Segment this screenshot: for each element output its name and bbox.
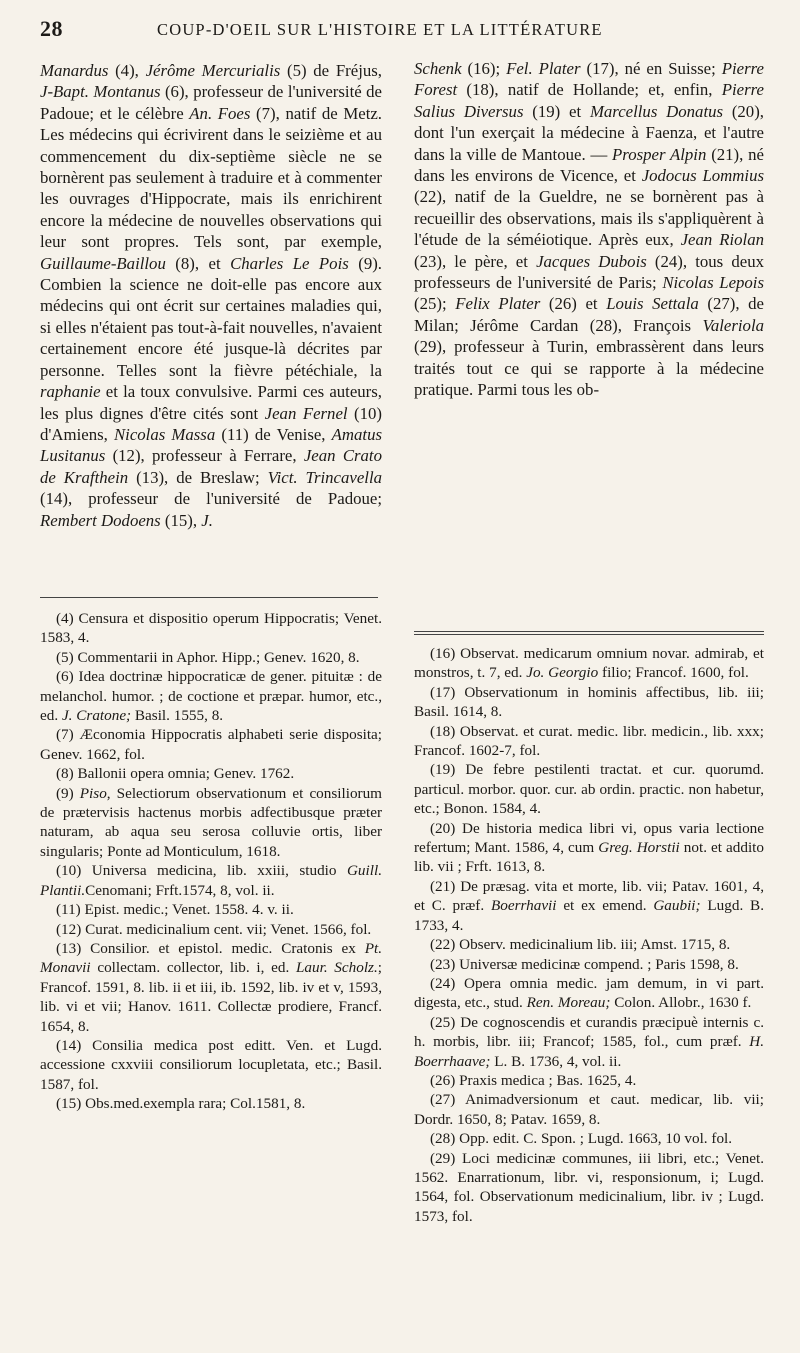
footnote-italic-name: Laur. Scholz. <box>295 959 378 977</box>
footnote <box>414 819 764 877</box>
footnote-divider-left <box>40 597 378 598</box>
footnote <box>40 920 382 939</box>
footnote-text-run: (16) Observat. medicarum omnium novar. admirab, et monstros, t. 7, ed. <box>414 645 764 682</box>
footnote-text-run: (24) Opera omnia medic. jam demum, in vi part. digesta, etc., stud. <box>414 974 764 1012</box>
footnote <box>414 683 764 722</box>
body-right-text-run: (16); <box>461 59 507 78</box>
body-right-italic-name: Pierre Salius Diversus <box>414 80 764 121</box>
body-left-text-run: (9). Combien la science ne doit-elle pas encore aux médecins qui ont écrit sur certaines maladies qui, si elles n'étaient pas tout-à-fait nouvelles, n'avaient certainement encore été jusque-là décrites par personne. Telles sont la fièvre pétéchiale, la <box>40 253 382 380</box>
body-right-text-run: (18), natif de Hollande; et, enfin, <box>457 80 722 100</box>
footnote-text-run: (7) Æconomia Hippocratis alphabeti serie disposita; Genev. 1662, fol. <box>40 726 382 763</box>
footnote-text-run: Basil. 1555, 8. <box>131 707 224 725</box>
body-right-italic-name: Nicolas Lepois <box>662 273 764 293</box>
footnote-text-run: , Selectiorum observationum et consiliorum de prætervisis hactenus morbis adfectibusque præter naturam, ab aqua seu serosa colluvie ortis, liber singularis; Ponte ad Monticulum, 1618. <box>40 784 382 860</box>
body-paragraph-left <box>40 60 382 531</box>
footnote-text-run: (21) De præsag. vita et morte, lib. vii; Patav. 1601, 4, et C. præf. <box>414 877 764 915</box>
footnote <box>414 1129 764 1148</box>
footnote <box>414 1013 764 1071</box>
body-left-text-run: (14), professeur de l'université de Padoue; <box>40 489 382 509</box>
body-right-italic-name: Felix Plater <box>455 294 541 314</box>
body-left-italic-name: Rembert Dodoens <box>40 510 161 530</box>
footnote-divider-right <box>414 631 764 632</box>
footnote-italic-name: J. Cratone; <box>61 707 132 725</box>
footnote <box>414 1149 764 1227</box>
footnote-italic-name: H. Boerrhaave; <box>414 1033 764 1070</box>
body-right-italic-name: Schenk <box>414 59 462 78</box>
body-right-italic-name: Marcellus Donatus <box>589 101 724 121</box>
footnote <box>40 764 382 783</box>
body-right-text-run: (17), né en Suisse; <box>580 59 722 78</box>
body-right-text-run: (27), de Milan; Jérôme Cardan (28), François <box>414 294 764 335</box>
footnote-text-run: (15) Obs.med.exempla rara; Col.1581, 8. <box>56 1095 306 1113</box>
footnote-text-run: (26) Praxis medica ; Bas. 1625, 4. <box>430 1071 637 1089</box>
body-right-italic-name: Jacques Dubois <box>536 251 647 271</box>
footnote-text-run: L. B. 1736, 4, vol. ii. <box>490 1052 622 1070</box>
body-left-text-run: (8), et <box>165 253 231 273</box>
body-left-italic-name: Jean Fernel <box>264 403 348 423</box>
footnote <box>40 939 382 1036</box>
body-left-text-run: (11) de Venise, <box>215 424 332 444</box>
footnote-italic-name: Ren. Moreau; <box>526 994 611 1012</box>
body-right-text-run: (22), natif de la Gueldre, ne se bornèrent pas à recueillir des observations, mais ils s'appliquèrent à l'étude de la séméiotique. Après eux, <box>414 187 764 250</box>
footnote <box>40 784 382 862</box>
footnote <box>40 1036 382 1094</box>
body-right-italic-name: Louis Settala <box>606 294 699 314</box>
body-right-text-run: (26) et <box>540 294 607 314</box>
footnote <box>40 900 382 919</box>
page-number: 28 <box>40 16 63 41</box>
body-left-italic-name: raphanie <box>40 382 101 402</box>
body-left-italic-name: Amatus Lusitanus <box>40 424 382 466</box>
footnote-text-run: (8) Ballonii opera omnia; Genev. 1762. <box>56 765 295 783</box>
body-text-right-column <box>414 58 764 401</box>
footnote-text-run: (13) Consilior. et epistol. medic. Cratonis ex <box>56 939 365 957</box>
body-left-text-run: (7), natif de Metz. Les médecins qui écrivirent dans le seizième et au commencement du dix-septième siècle ne se bornèrent pas seulement à traduire et à commenter les ouvrages d'Hippocrate, mais ils enrichirent encore la médecine de nouvelles observations qui leur sont propres. Tels sont, par exemple, <box>40 103 383 252</box>
footnote <box>40 861 382 900</box>
footnote <box>414 1071 764 1090</box>
footnote-italic-name: Boerrhavii <box>490 897 557 915</box>
footnote-italic-name: Jo. Georgio <box>526 664 599 682</box>
body-left-italic-name: Jean Crato de Krafthein <box>40 446 382 487</box>
footnote <box>414 877 764 935</box>
footnote <box>40 609 382 648</box>
body-left-text-run: (12), professeur à Ferrare, <box>105 446 304 466</box>
footnote-text-run: (27) Animadversionum et caut. medicar, lib. vii; Dordr. 1650, 8; Patav. 1659, 8. <box>414 1091 764 1128</box>
body-left-italic-name: Guillaume-Baillou <box>40 253 166 273</box>
body-left-text-run: (10) d'Amiens, <box>40 403 383 444</box>
footnote-text-run: (9) <box>56 784 80 802</box>
body-left-text-run: et la toux convulsive. Parmi ces auteurs, les plus dignes d'être cités sont <box>40 382 382 423</box>
body-right-italic-name: Prosper Alpin <box>612 144 707 164</box>
footnote <box>414 974 764 1013</box>
footnote <box>414 935 764 954</box>
footnote-italic-name: Gaubii; <box>653 897 701 915</box>
body-left-italic-name: J. <box>201 510 213 530</box>
page-header <box>40 16 760 48</box>
body-left-italic-name: An. Foes <box>189 103 251 123</box>
footnotes-left-column <box>40 609 382 1114</box>
body-left-italic-name: J-Bapt. Montanus <box>40 82 161 102</box>
body-paragraph-right <box>414 58 764 401</box>
footnote <box>414 955 764 974</box>
footnote-text-run: (11) Epist. medic.; Venet. 1558. 4. v. ii. <box>56 901 294 919</box>
body-left-text-run: (6), professeur de l'université de Padoue; et le célèbre <box>40 82 382 123</box>
body-left-italic-name: Charles Le Pois <box>230 253 349 273</box>
footnote-text-run: Cenomani; Frft.1574, 8, vol. ii. <box>85 881 275 899</box>
footnote-text-run: (29) Loci medicinæ communes, iii libri, etc.; Venet. 1562. Enarrationum, libr. vi, responsionum, i; Lugd. 1564, fol. Observationum medicinalium, libr. iv ; Lugd. 1573, fol. <box>414 1149 764 1225</box>
footnote <box>414 644 764 683</box>
footnote <box>40 1094 382 1113</box>
body-left-italic-name: Vict. Trincavella <box>267 467 382 487</box>
body-left-text-run: (4), <box>108 61 146 80</box>
body-right-italic-name: Pierre Forest <box>414 59 764 100</box>
footnote-text-run: (20) De historia medica libri vi, opus varia lectione refertum; Mant. 1586, 4, cum <box>414 819 764 857</box>
body-right-italic-name: Jean Riolan <box>680 230 764 250</box>
footnote-text-run: (12) Curat. medicinalium cent. vii; Venet. 1566, fol. <box>56 920 372 938</box>
body-left-text-run: (15), <box>160 510 202 530</box>
footnote-text-run: ; Francof. 1591, 8. lib. ii et iii, ib. 1592, lib. iv et v, 1593, lib. vi et vii; Hanov. 1611. Collectæ prodiere, Francf. 1654, 8. <box>40 959 382 1035</box>
footnote-text-run: (6) Idea doctrinæ hippocraticæ de gener. pituitæ : de melanchol. humor. ; de coctione et præpar. humor, etc., ed. <box>40 668 382 725</box>
body-right-text-run: (23), le père, et <box>414 251 537 271</box>
body-right-italic-name: Jodocus Lommius <box>641 166 765 186</box>
footnote-text-run: not. et addito lib. vii ; Frft. 1613, 8. <box>414 839 764 876</box>
footnote <box>40 648 382 667</box>
footnote-text-run: (5) Commentarii in Aphor. Hipp.; Genev. 1620, 8. <box>56 648 360 666</box>
body-right-italic-name: Fel. Plater <box>506 59 581 78</box>
footnote <box>414 722 764 761</box>
footnote-italic-name: Piso <box>79 784 107 802</box>
footnote <box>40 725 382 764</box>
footnote-text-run: (14) Consilia medica post editt. Ven. et Lugd. accessione cxxviii consiliorum locupletata, etc.; Basil. 1587, fol. <box>40 1036 382 1093</box>
footnote-italic-name: Greg. Horstii <box>598 839 680 857</box>
footnote-text-run: Colon. Allobr., 1630 f. <box>610 994 752 1012</box>
footnote-text-run: (10) Universa medicina, lib. xxiii, studio <box>56 862 347 880</box>
footnote-italic-name: Pt. Monavii <box>40 939 382 977</box>
body-right-text-run: (25); <box>414 294 456 314</box>
footnote-text-run: (23) Universæ medicinæ compend. ; Paris 1598, 8. <box>430 955 739 973</box>
body-left-text-run: (13), de Breslaw; <box>128 467 268 487</box>
footnote <box>414 760 764 818</box>
footnote-text-run: Lugd. B. 1733, 4. <box>414 897 764 934</box>
body-right-italic-name: Valeriola <box>702 315 764 335</box>
footnotes-right-column <box>414 644 764 1226</box>
body-right-text-run: (29), professeur à Turin, embrassèrent dans leurs traités tout ce qui se rapporte à la médecine pratique. Parmi tous les ob- <box>414 337 764 400</box>
footnote-text-run: (19) De febre pestilenti tractat. et cur. quorumd. particul. morbor. quor. cur. ab ordin. practic. non habetur, etc.; Bonon. 1584, 4. <box>414 761 764 818</box>
body-left-italic-name: Manardus <box>40 61 109 80</box>
footnote-text-run: (18) Observat. et curat. medic. libr. medicin., lib. xxx; Francof. 1602-7, fol. <box>414 722 764 760</box>
body-right-text-run: (21), né dans les environs de Vicence, et <box>414 144 764 186</box>
footnote-text-run: (22) Observ. medicinalium lib. iii; Amst. 1715, 8. <box>430 936 731 954</box>
body-text-left-column <box>40 60 382 531</box>
footnote-text-run: (17) Observationum in hominis affectibus, lib. iii; Basil. 1614, 8. <box>414 683 764 721</box>
body-left-italic-name: Jérôme Mercurialis <box>145 61 281 80</box>
footnote-text-run: et ex emend. <box>556 897 654 915</box>
footnote-text-run: collectam. collector, lib. i, ed. <box>90 959 296 977</box>
body-right-text-run: (19) et <box>523 101 590 121</box>
body-right-text-run: (24), tous deux professeurs de l'université de Paris; <box>414 251 764 293</box>
running-title: COUP-D'OEIL SUR L'HISTOIRE ET LA LITTÉRATURE <box>157 20 603 39</box>
body-right-text-run: (20), dont l'un exerçait la médecine à Faenza, et l'autre dans la ville de Mantoue. — <box>414 101 764 164</box>
body-left-text-run: (5) de Fréjus, <box>280 61 382 80</box>
footnote-divider-right-double <box>414 634 764 635</box>
footnote <box>40 667 382 725</box>
footnote <box>414 1090 764 1129</box>
footnote-text-run: (25) De cognoscendis et curandis præcipuè internis c. h. morbis, libr. iii; Francof; 1585, fol., cum præf. <box>414 1013 764 1051</box>
body-left-italic-name: Nicolas Massa <box>113 424 216 444</box>
footnote-text-run: (4) Censura et dispositio operum Hippocratis; Venet. 1583, 4. <box>40 610 382 647</box>
footnote-text-run: filio; Francof. 1600, fol. <box>598 664 749 682</box>
footnote-text-run: (28) Opp. edit. C. Spon. ; Lugd. 1663, 10 vol. fol. <box>430 1130 733 1148</box>
footnote-italic-name: Guill. Plantii. <box>40 862 382 899</box>
